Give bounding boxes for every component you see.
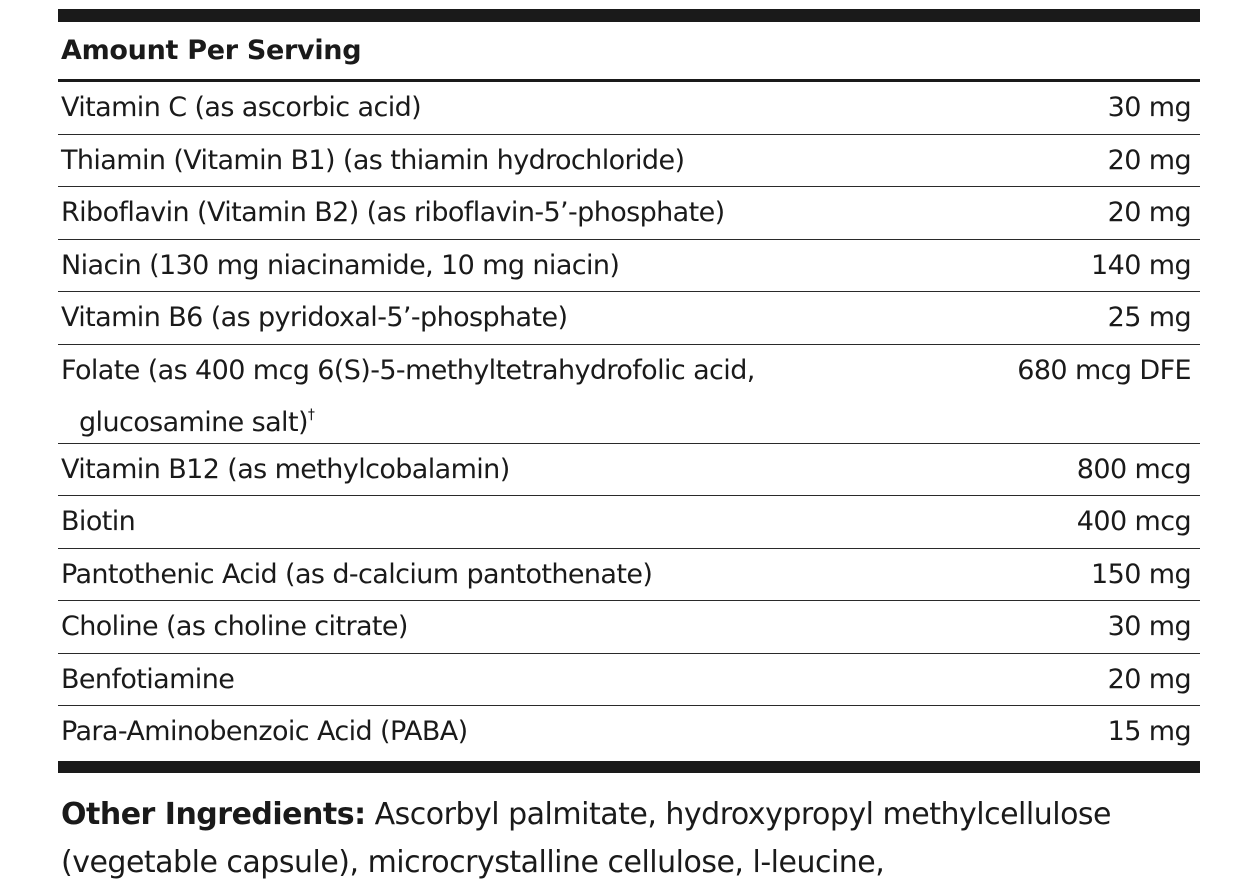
- nutrient-name: Vitamin B6 (as pyridoxal-5’-phosphate): [61, 302, 568, 333]
- nutrient-amount: 30 mg: [1107, 611, 1191, 642]
- nutrient-name: Benfotiamine: [61, 663, 235, 695]
- nutrient-name: Riboflavin (Vitamin B2) (as riboflavin-5’-phosphate): [61, 197, 725, 228]
- nutrient-row: [58, 706, 1200, 759]
- supplement-facts-panel: [58, 9, 1200, 773]
- nutrient-name: Choline (as choline citrate): [61, 611, 408, 642]
- nutrient-name: Pantothenic Acid (as d-calcium pantothenate): [61, 558, 653, 590]
- nutrient-amount: 800 mcg: [1076, 453, 1191, 485]
- nutrient-row: [58, 601, 1200, 654]
- bottom-thick-rule: [58, 761, 1200, 773]
- nutrient-name: Biotin: [61, 506, 136, 537]
- nutrient-row: [58, 82, 1200, 135]
- nutrient-row: [58, 549, 1200, 602]
- nutrient-name-line2: [61, 397, 961, 441]
- nutrient-amount: 20 mg: [1107, 144, 1191, 176]
- amount-per-serving-heading: Amount Per Serving: [61, 35, 362, 66]
- nutrient-row: [58, 187, 1200, 240]
- nutrient-amount: 150 mg: [1091, 558, 1191, 590]
- nutrient-row: [58, 345, 1200, 444]
- nutrient-name: Niacin (130 mg niacinamide, 10 mg niacin): [61, 249, 620, 281]
- nutrient-amount: 20 mg: [1107, 663, 1191, 695]
- other-ingredients: [61, 791, 1211, 887]
- nutrient-name-line1: Folate (as 400 mcg 6(S)-5-methyltetrahydrofolic acid,: [61, 354, 755, 386]
- nutrient-amount: 25 mg: [1107, 302, 1191, 333]
- nutrient-row: [58, 444, 1200, 497]
- nutrient-amount: 140 mg: [1091, 249, 1191, 281]
- nutrient-row: [58, 135, 1200, 188]
- nutrient-row: [58, 240, 1200, 293]
- footnote-dagger: †: [307, 406, 315, 423]
- other-ingredients-label: Other Ingredients:: [61, 797, 366, 832]
- nutrient-row: [58, 292, 1200, 345]
- other-ingredients-text: Ascorbyl palmitate, hydroxypropyl methylcellulose (vegetable capsule), microcrystalline cellulose, l-leucine,: [61, 797, 1112, 880]
- nutrient-name: Para-Aminobenzoic Acid (PABA): [61, 716, 468, 747]
- nutrient-name: Vitamin B12 (as methylcobalamin): [61, 453, 510, 485]
- nutrient-amount: 400 mcg: [1076, 506, 1191, 537]
- top-thick-rule: [58, 9, 1200, 22]
- nutrient-row: [58, 654, 1200, 707]
- nutrient-amount: 15 mg: [1107, 716, 1191, 747]
- nutrient-amount: 30 mg: [1107, 92, 1191, 123]
- nutrient-name-line2-text: glucosamine salt): [79, 406, 308, 438]
- nutrient-name: Vitamin C (as ascorbic acid): [61, 92, 422, 123]
- nutrient-name: Thiamin (Vitamin B1) (as thiamin hydrochloride): [61, 144, 685, 176]
- nutrient-amount: 680 mcg DFE: [1017, 354, 1191, 386]
- nutrient-name: [58, 353, 961, 441]
- nutrient-amount: 20 mg: [1107, 197, 1191, 228]
- nutrient-row: [58, 496, 1200, 549]
